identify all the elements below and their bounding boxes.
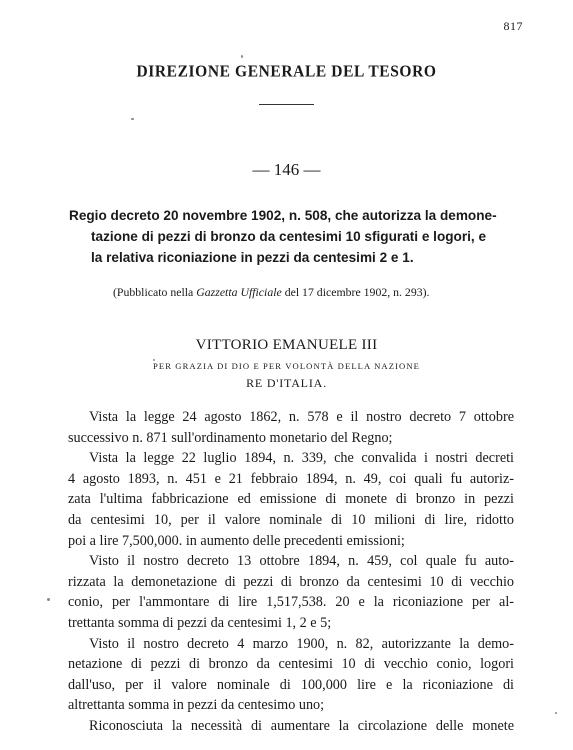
page-number: 817 xyxy=(503,19,523,33)
sovereign-realm: RE D'ITALIA. xyxy=(246,376,327,390)
title-line: la relativa riconiazione in pezzi da centesimi 2 e 1. xyxy=(91,250,414,265)
scan-speck xyxy=(131,118,134,120)
body-line: netazione di pezzi di bronzo da centesimi 10 di vecchio conio, logori xyxy=(68,656,514,673)
body-line: Visto il nostro decreto 13 ottobre 1894, n. 459, col quale fu auto- xyxy=(89,553,514,570)
body-line: trettanta somma di pezzi da centesimi 1, 2 e 5; xyxy=(68,614,332,631)
body-line: Riconosciuta la necessità di aumentare la circolazione delle monete xyxy=(89,717,514,734)
scan-speck xyxy=(47,598,50,601)
scan-speck xyxy=(241,55,243,58)
publication-note xyxy=(113,285,430,300)
publication-suffix: del 17 dicembre 1902, n. 293). xyxy=(281,285,430,299)
body-line: 4 agosto 1893, n. 451 e 21 febbraio 1894, n. 49, coi quali fu autoriz- xyxy=(68,470,514,487)
body-line: da centesimi 10, per il valore nominale di 10 milioni di lire, ridotto xyxy=(68,511,514,528)
body-line: Vista la legge 22 luglio 1894, n. 339, che convalida i nostri decreti xyxy=(89,450,514,467)
body-line: Visto il nostro decreto 4 marzo 1900, n. 82, autorizzante la demo- xyxy=(89,635,514,652)
heading-divider xyxy=(259,104,314,105)
title-line: Regio decreto 20 novembre 1902, n. 508, che autorizza la demone- xyxy=(69,208,497,223)
decree-number: — 146 — xyxy=(252,160,321,179)
scan-speck xyxy=(555,712,557,714)
body-line: poi a lire 7,500,000. in aumento delle precedenti emissioni; xyxy=(68,532,405,549)
scan-speck xyxy=(153,359,155,361)
gazette-name: Gazzetta Ufficiale xyxy=(196,285,282,299)
decree-body xyxy=(68,407,514,737)
title-line: tazione di pezzi di bronzo da centesimi 10 sfigurati e logori, e xyxy=(91,229,487,244)
body-line: dall'uso, per il valore nominale di 100,000 lire e la riconiazione di xyxy=(68,676,514,693)
decree-title xyxy=(69,205,515,268)
body-line: successivo n. 871 sull'ordinamento monetario del Regno; xyxy=(68,429,393,446)
body-line: altrettanta somma in pezzi da centesimo uno; xyxy=(68,697,325,714)
body-line: Vista la legge 24 agosto 1862, n. 578 e il nostro decreto 7 ottobre xyxy=(89,409,514,425)
body-line: rizzata la demonetazione di pezzi di bronzo da centesimi 10 di vecchio xyxy=(68,573,514,590)
publication-prefix: (Pubblicato nella xyxy=(113,285,197,299)
body-line: zata l'ultima fabbricazione ed emissione di monete di bronzo in pezzi xyxy=(68,491,514,508)
sovereign-name: VITTORIO EMANUELE III xyxy=(195,337,378,353)
body-line: conio, per l'ammontare di lire 1,517,538. 20 e la riconiazione per al- xyxy=(68,594,514,611)
section-heading: DIREZIONE GENERALE DEL TESORO xyxy=(136,61,437,81)
sovereign-grace-formula: PER GRAZIA DI DIO E PER VOLONTÀ DELLA NAZIONE xyxy=(152,361,421,371)
